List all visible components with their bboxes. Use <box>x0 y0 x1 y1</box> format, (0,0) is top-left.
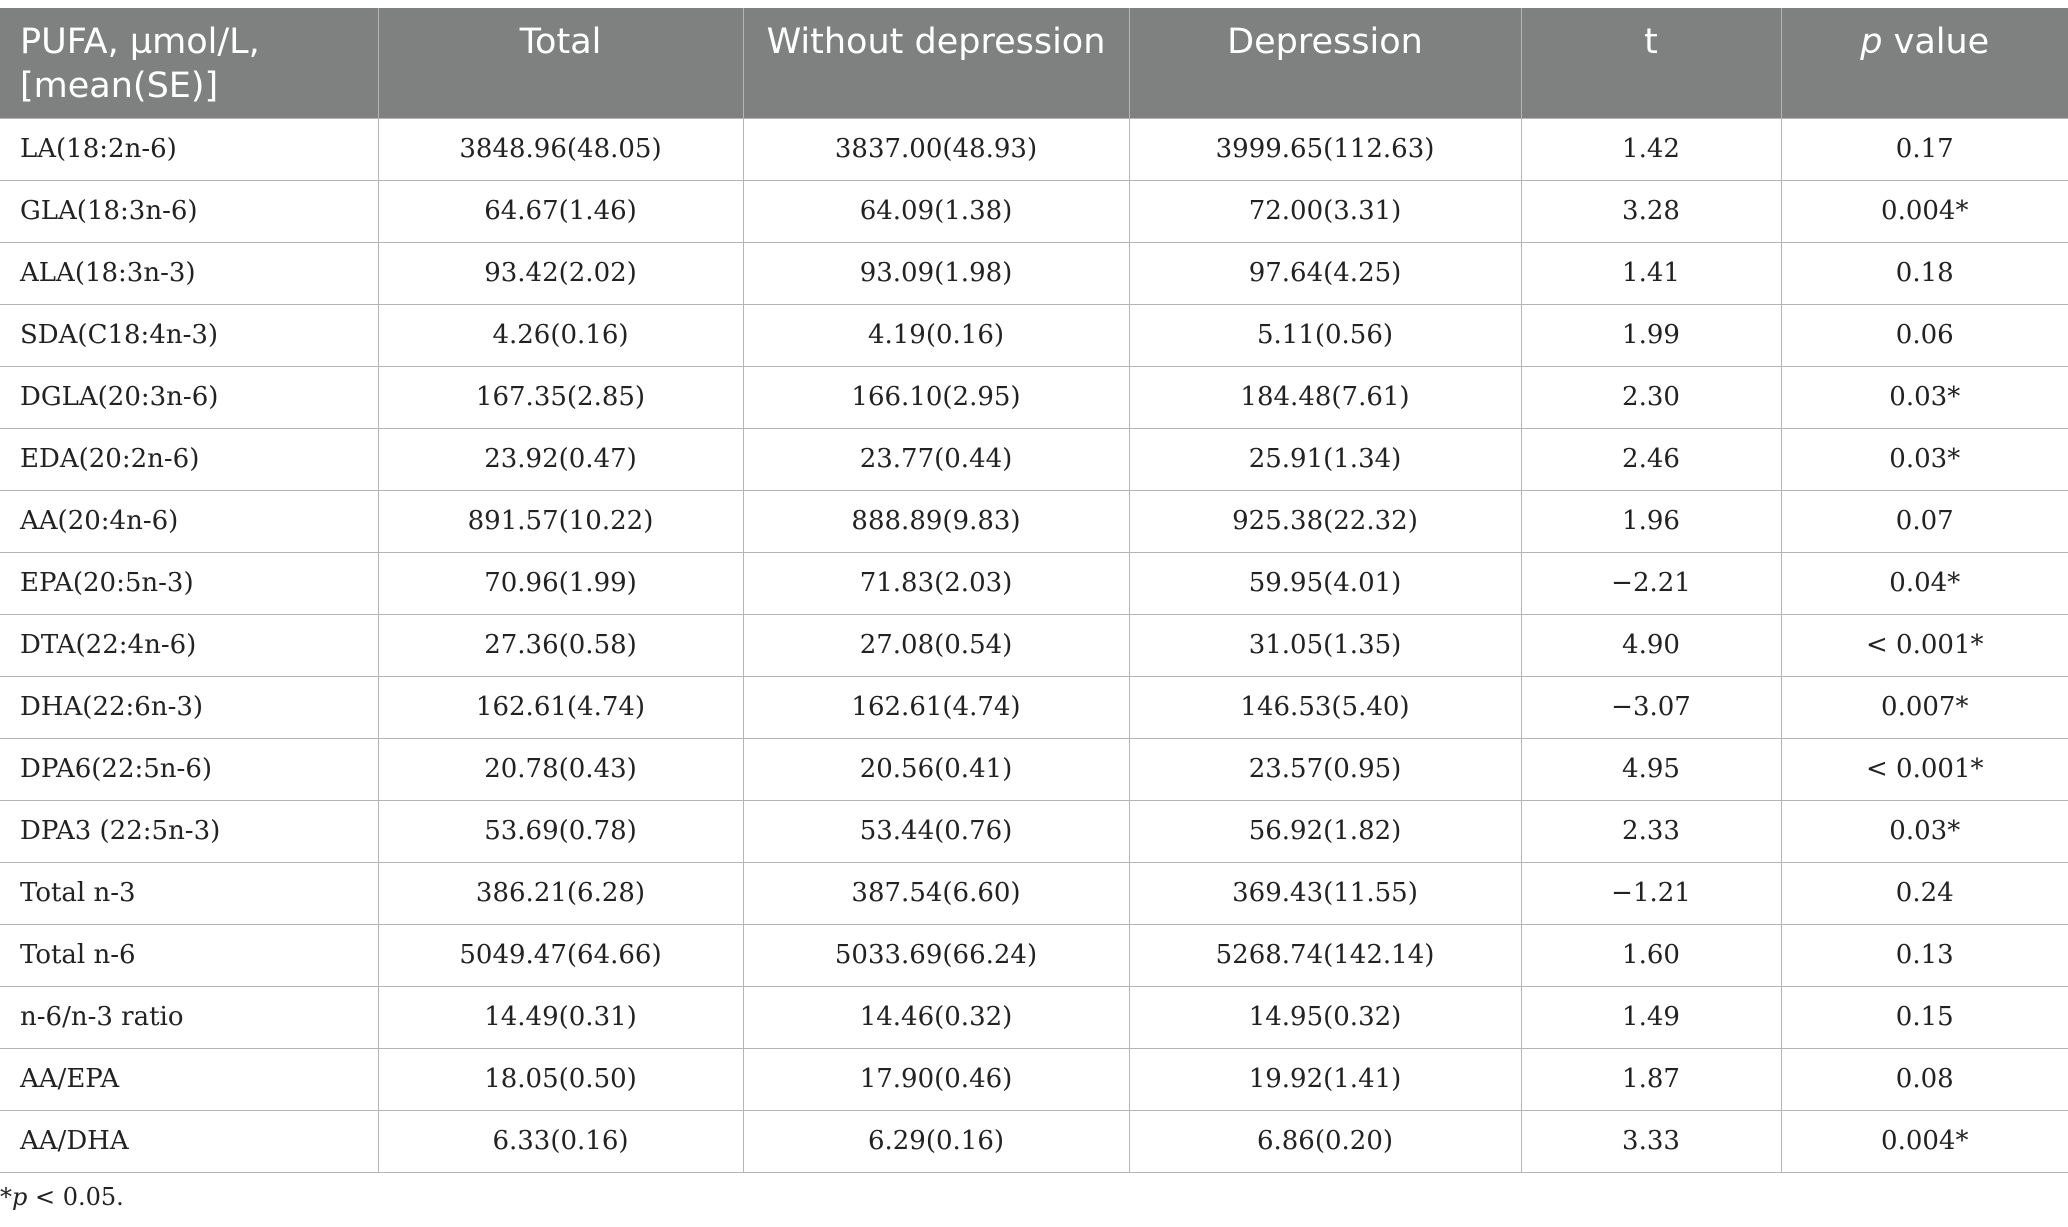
cell-without-depression: 166.10(2.95) <box>743 366 1129 428</box>
cell-depression: 14.95(0.32) <box>1129 986 1521 1048</box>
cell-without-depression: 20.56(0.41) <box>743 738 1129 800</box>
header-pufa-line2: [mean(SE)] <box>20 66 219 106</box>
table-row <box>0 490 2068 552</box>
cell-total: 23.92(0.47) <box>378 428 743 490</box>
cell-t: 1.60 <box>1521 924 1781 986</box>
cell-pufa-name: DPA3 (22:5n-3) <box>0 800 378 862</box>
cell-without-depression: 23.77(0.44) <box>743 428 1129 490</box>
table-row <box>0 552 2068 614</box>
cell-pufa-name: n-6/n-3 ratio <box>0 986 378 1048</box>
cell-pufa-name: DPA6(22:5n-6) <box>0 738 378 800</box>
cell-depression: 56.92(1.82) <box>1129 800 1521 862</box>
cell-t: 3.33 <box>1521 1110 1781 1172</box>
cell-total: 93.42(2.02) <box>378 242 743 304</box>
table-row <box>0 986 2068 1048</box>
cell-depression: 3999.65(112.63) <box>1129 118 1521 180</box>
footnote <box>0 1183 124 1211</box>
cell-p-value: 0.03* <box>1781 366 2068 428</box>
cell-t: 3.28 <box>1521 180 1781 242</box>
header-pufa <box>0 8 378 118</box>
cell-pufa-name: LA(18:2n-6) <box>0 118 378 180</box>
table-row <box>0 614 2068 676</box>
table-row <box>0 1048 2068 1110</box>
cell-depression: 31.05(1.35) <box>1129 614 1521 676</box>
cell-pufa-name: EPA(20:5n-3) <box>0 552 378 614</box>
footnote-prefix: * <box>0 1183 12 1211</box>
cell-p-value: 0.18 <box>1781 242 2068 304</box>
cell-total: 53.69(0.78) <box>378 800 743 862</box>
cell-without-depression: 71.83(2.03) <box>743 552 1129 614</box>
cell-without-depression: 14.46(0.32) <box>743 986 1129 1048</box>
cell-pufa-name: Total n-3 <box>0 862 378 924</box>
cell-depression: 19.92(1.41) <box>1129 1048 1521 1110</box>
cell-without-depression: 4.19(0.16) <box>743 304 1129 366</box>
header-p-italic: p <box>1860 22 1883 62</box>
cell-total: 18.05(0.50) <box>378 1048 743 1110</box>
cell-total: 70.96(1.99) <box>378 552 743 614</box>
cell-p-value: 0.17 <box>1781 118 2068 180</box>
table-header <box>0 8 2068 118</box>
header-p-value <box>1781 8 2068 118</box>
cell-without-depression: 17.90(0.46) <box>743 1048 1129 1110</box>
cell-p-value: 0.004* <box>1781 180 2068 242</box>
table-row <box>0 924 2068 986</box>
cell-depression: 5.11(0.56) <box>1129 304 1521 366</box>
cell-t: −1.21 <box>1521 862 1781 924</box>
cell-depression: 6.86(0.20) <box>1129 1110 1521 1172</box>
table-body <box>0 118 2068 1172</box>
cell-t: 2.33 <box>1521 800 1781 862</box>
cell-pufa-name: GLA(18:3n-6) <box>0 180 378 242</box>
footnote-rest: < 0.05. <box>27 1183 124 1211</box>
cell-depression: 23.57(0.95) <box>1129 738 1521 800</box>
cell-depression: 369.43(11.55) <box>1129 862 1521 924</box>
cell-pufa-name: SDA(C18:4n-3) <box>0 304 378 366</box>
cell-without-depression: 64.09(1.38) <box>743 180 1129 242</box>
cell-t: 1.99 <box>1521 304 1781 366</box>
table-row <box>0 862 2068 924</box>
cell-depression: 146.53(5.40) <box>1129 676 1521 738</box>
cell-p-value: 0.007* <box>1781 676 2068 738</box>
cell-without-depression: 6.29(0.16) <box>743 1110 1129 1172</box>
table-row <box>0 800 2068 862</box>
cell-t: 1.41 <box>1521 242 1781 304</box>
header-depression: Depression <box>1129 8 1521 118</box>
cell-depression: 59.95(4.01) <box>1129 552 1521 614</box>
footnote-italic: p <box>12 1183 28 1211</box>
data-table-container <box>0 8 2068 1173</box>
cell-depression: 925.38(22.32) <box>1129 490 1521 552</box>
cell-pufa-name: DTA(22:4n-6) <box>0 614 378 676</box>
cell-total: 3848.96(48.05) <box>378 118 743 180</box>
table-row <box>0 118 2068 180</box>
cell-t: −3.07 <box>1521 676 1781 738</box>
cell-depression: 5268.74(142.14) <box>1129 924 1521 986</box>
cell-p-value: 0.03* <box>1781 800 2068 862</box>
cell-t: 1.96 <box>1521 490 1781 552</box>
cell-p-value: 0.07 <box>1781 490 2068 552</box>
cell-without-depression: 888.89(9.83) <box>743 490 1129 552</box>
cell-pufa-name: DHA(22:6n-3) <box>0 676 378 738</box>
cell-p-value: 0.04* <box>1781 552 2068 614</box>
cell-t: 2.46 <box>1521 428 1781 490</box>
cell-p-value: 0.03* <box>1781 428 2068 490</box>
cell-depression: 72.00(3.31) <box>1129 180 1521 242</box>
cell-pufa-name: AA/DHA <box>0 1110 378 1172</box>
header-t: t <box>1521 8 1781 118</box>
cell-t: 4.90 <box>1521 614 1781 676</box>
cell-p-value: < 0.001* <box>1781 738 2068 800</box>
cell-depression: 97.64(4.25) <box>1129 242 1521 304</box>
table-row <box>0 366 2068 428</box>
cell-total: 4.26(0.16) <box>378 304 743 366</box>
cell-t: 2.30 <box>1521 366 1781 428</box>
cell-without-depression: 27.08(0.54) <box>743 614 1129 676</box>
cell-pufa-name: DGLA(20:3n-6) <box>0 366 378 428</box>
cell-pufa-name: AA/EPA <box>0 1048 378 1110</box>
header-row <box>0 8 2068 118</box>
table-row <box>0 1110 2068 1172</box>
cell-total: 20.78(0.43) <box>378 738 743 800</box>
table-row <box>0 242 2068 304</box>
cell-p-value: 0.06 <box>1781 304 2068 366</box>
cell-t: 1.42 <box>1521 118 1781 180</box>
cell-total: 14.49(0.31) <box>378 986 743 1048</box>
cell-without-depression: 53.44(0.76) <box>743 800 1129 862</box>
cell-pufa-name: AA(20:4n-6) <box>0 490 378 552</box>
cell-p-value: < 0.001* <box>1781 614 2068 676</box>
cell-total: 891.57(10.22) <box>378 490 743 552</box>
cell-total: 162.61(4.74) <box>378 676 743 738</box>
cell-depression: 184.48(7.61) <box>1129 366 1521 428</box>
cell-pufa-name: Total n-6 <box>0 924 378 986</box>
cell-without-depression: 3837.00(48.93) <box>743 118 1129 180</box>
table-row <box>0 676 2068 738</box>
cell-p-value: 0.13 <box>1781 924 2068 986</box>
cell-p-value: 0.004* <box>1781 1110 2068 1172</box>
cell-t: 1.49 <box>1521 986 1781 1048</box>
cell-without-depression: 93.09(1.98) <box>743 242 1129 304</box>
cell-total: 167.35(2.85) <box>378 366 743 428</box>
header-pufa-line1: PUFA, µmol/L, <box>20 22 260 62</box>
cell-without-depression: 387.54(6.60) <box>743 862 1129 924</box>
cell-pufa-name: ALA(18:3n-3) <box>0 242 378 304</box>
header-p-rest: value <box>1882 22 1990 62</box>
cell-total: 27.36(0.58) <box>378 614 743 676</box>
cell-without-depression: 5033.69(66.24) <box>743 924 1129 986</box>
cell-total: 64.67(1.46) <box>378 180 743 242</box>
table-row <box>0 428 2068 490</box>
header-total: Total <box>378 8 743 118</box>
header-without-depression: Without depression <box>743 8 1129 118</box>
cell-without-depression: 162.61(4.74) <box>743 676 1129 738</box>
cell-total: 386.21(6.28) <box>378 862 743 924</box>
cell-total: 6.33(0.16) <box>378 1110 743 1172</box>
table-row <box>0 180 2068 242</box>
cell-p-value: 0.08 <box>1781 1048 2068 1110</box>
table-row <box>0 738 2068 800</box>
cell-p-value: 0.15 <box>1781 986 2068 1048</box>
cell-t: −2.21 <box>1521 552 1781 614</box>
cell-t: 1.87 <box>1521 1048 1781 1110</box>
cell-total: 5049.47(64.66) <box>378 924 743 986</box>
table-row <box>0 304 2068 366</box>
cell-depression: 25.91(1.34) <box>1129 428 1521 490</box>
cell-t: 4.95 <box>1521 738 1781 800</box>
pufa-table <box>0 8 2068 1173</box>
cell-pufa-name: EDA(20:2n-6) <box>0 428 378 490</box>
cell-p-value: 0.24 <box>1781 862 2068 924</box>
